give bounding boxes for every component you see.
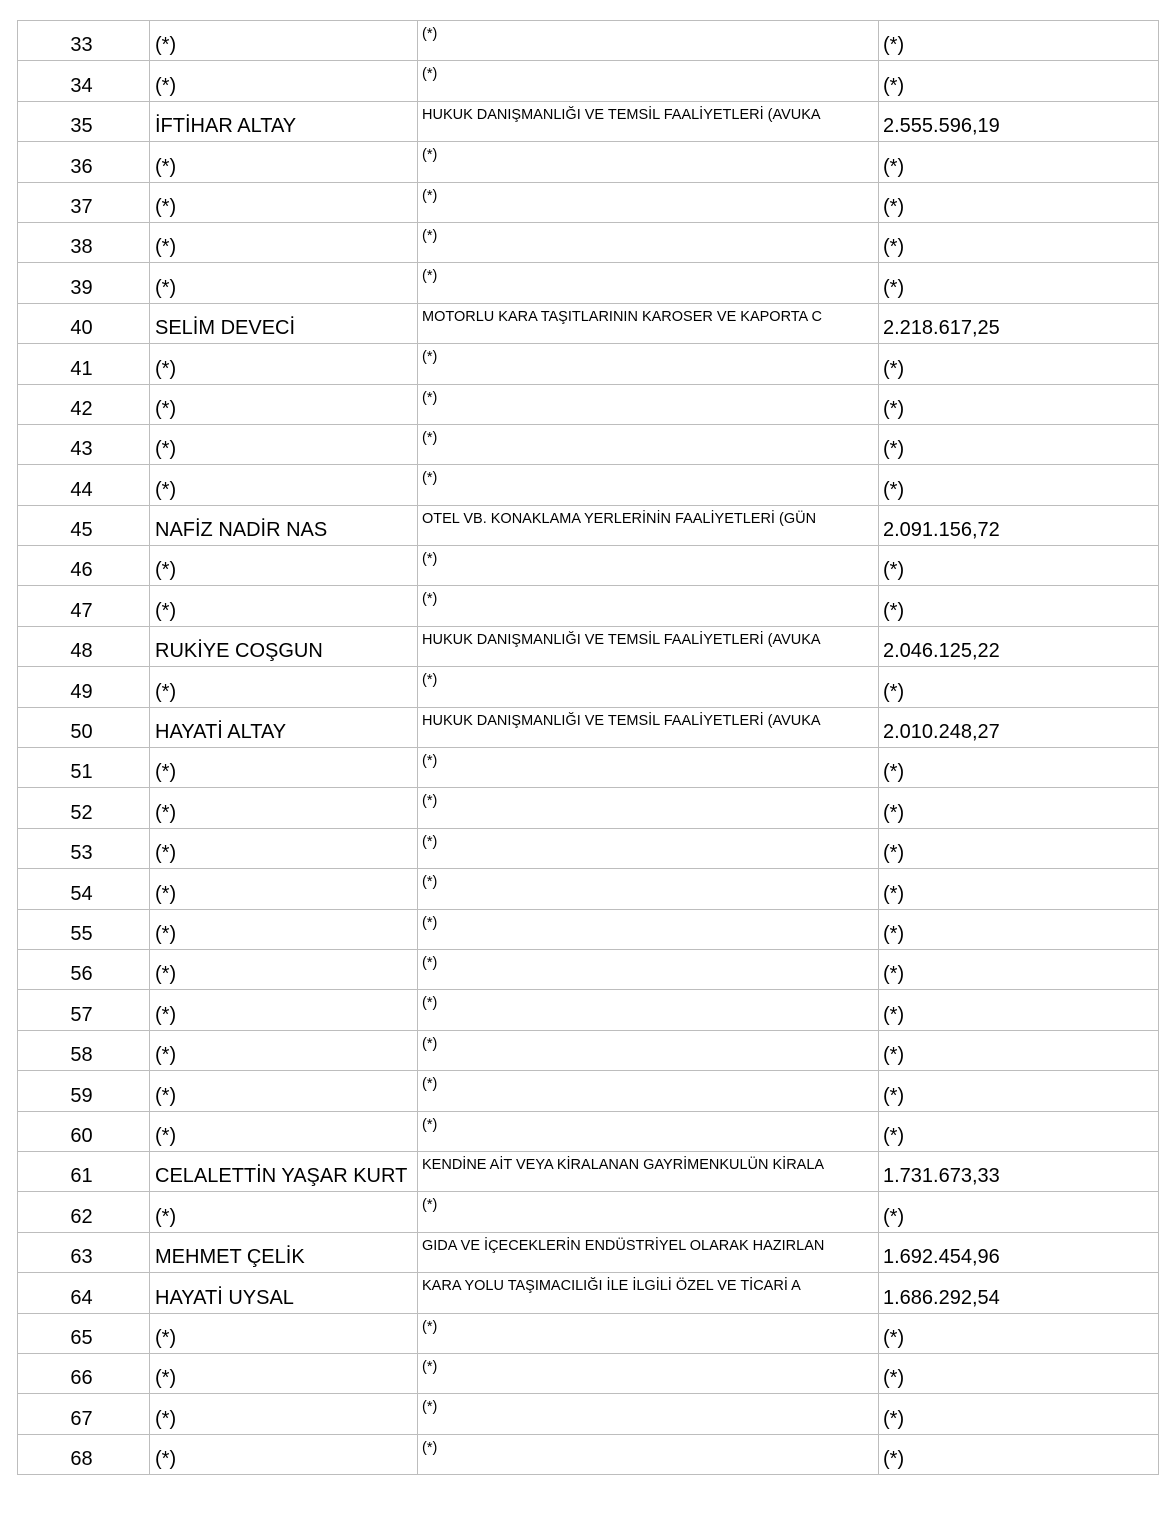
table-row: [18, 344, 1159, 384]
activity-cell: (*): [418, 990, 879, 1030]
amount-cell: (*): [879, 344, 1159, 384]
activity-cell: (*): [418, 263, 879, 303]
amount-cell: (*): [879, 424, 1159, 464]
taxpayer-name-cell: NAFİZ NADİR NAS: [150, 505, 418, 545]
table-row: [18, 1232, 1159, 1272]
activity-cell: (*): [418, 142, 879, 182]
taxpayer-name-cell: (*): [150, 61, 418, 101]
amount-cell: (*): [879, 788, 1159, 828]
row-number-cell: 36: [18, 142, 150, 182]
taxpayer-name-cell: (*): [150, 384, 418, 424]
amount-cell: 1.692.454,96: [879, 1232, 1159, 1272]
taxpayer-name-cell: (*): [150, 869, 418, 909]
row-number-cell: 57: [18, 990, 150, 1030]
row-number-cell: 63: [18, 1232, 150, 1272]
table-row: [18, 182, 1159, 222]
amount-cell: 2.555.596,19: [879, 101, 1159, 141]
table-row: [18, 101, 1159, 141]
row-number-cell: 41: [18, 344, 150, 384]
table-row: [18, 748, 1159, 788]
taxpayer-name-cell: (*): [150, 1394, 418, 1434]
table-row: [18, 142, 1159, 182]
row-number-cell: 40: [18, 303, 150, 343]
taxpayer-name-cell: (*): [150, 465, 418, 505]
activity-cell: (*): [418, 1353, 879, 1393]
taxpayer-name-cell: (*): [150, 344, 418, 384]
taxpayer-name-cell: (*): [150, 586, 418, 626]
activity-cell: GIDA VE İÇECEKLERİN ENDÜSTRİYEL OLARAK HAZIRLAN: [418, 1232, 879, 1272]
activity-cell: HUKUK DANIŞMANLIĞI VE TEMSİL FAALİYETLERİ (AVUKA: [418, 707, 879, 747]
activity-cell: (*): [418, 384, 879, 424]
taxpayer-name-cell: (*): [150, 949, 418, 989]
table-row: [18, 1434, 1159, 1474]
row-number-cell: 49: [18, 667, 150, 707]
row-number-cell: 34: [18, 61, 150, 101]
taxpayer-name-cell: (*): [150, 546, 418, 586]
data-table: [17, 20, 1159, 1475]
table-row: [18, 949, 1159, 989]
row-number-cell: 44: [18, 465, 150, 505]
amount-cell: (*): [879, 263, 1159, 303]
amount-cell: (*): [879, 1353, 1159, 1393]
table-row: [18, 1111, 1159, 1151]
taxpayer-name-cell: (*): [150, 828, 418, 868]
taxpayer-name-cell: (*): [150, 990, 418, 1030]
taxpayer-name-cell: (*): [150, 909, 418, 949]
activity-cell: MOTORLU KARA TAŞITLARININ KAROSER VE KAPORTA C: [418, 303, 879, 343]
amount-cell: (*): [879, 1394, 1159, 1434]
amount-cell: (*): [879, 222, 1159, 262]
amount-cell: 2.218.617,25: [879, 303, 1159, 343]
taxpayer-name-cell: SELİM DEVECİ: [150, 303, 418, 343]
table-row: [18, 869, 1159, 909]
table-row: [18, 1273, 1159, 1313]
amount-cell: (*): [879, 1030, 1159, 1070]
activity-cell: (*): [418, 909, 879, 949]
taxpayer-name-cell: (*): [150, 1030, 418, 1070]
activity-cell: OTEL VB. KONAKLAMA YERLERİNİN FAALİYETLERİ (GÜN: [418, 505, 879, 545]
amount-cell: 2.010.248,27: [879, 707, 1159, 747]
amount-cell: 2.091.156,72: [879, 505, 1159, 545]
amount-cell: (*): [879, 465, 1159, 505]
taxpayer-name-cell: MEHMET ÇELİK: [150, 1232, 418, 1272]
activity-cell: (*): [418, 1030, 879, 1070]
table-row: [18, 707, 1159, 747]
activity-cell: (*): [418, 869, 879, 909]
table-row: [18, 667, 1159, 707]
table-row: [18, 1394, 1159, 1434]
activity-cell: (*): [418, 21, 879, 61]
table-row: [18, 586, 1159, 626]
amount-cell: (*): [879, 1111, 1159, 1151]
amount-cell: (*): [879, 142, 1159, 182]
table-row: [18, 1192, 1159, 1232]
row-number-cell: 50: [18, 707, 150, 747]
amount-cell: (*): [879, 667, 1159, 707]
table-row: [18, 788, 1159, 828]
amount-cell: (*): [879, 1192, 1159, 1232]
row-number-cell: 60: [18, 1111, 150, 1151]
table-row: [18, 465, 1159, 505]
table-row: [18, 263, 1159, 303]
table-row: [18, 626, 1159, 666]
activity-cell: (*): [418, 61, 879, 101]
activity-cell: (*): [418, 586, 879, 626]
amount-cell: (*): [879, 586, 1159, 626]
activity-cell: (*): [418, 344, 879, 384]
row-number-cell: 35: [18, 101, 150, 141]
row-number-cell: 54: [18, 869, 150, 909]
amount-cell: (*): [879, 182, 1159, 222]
activity-cell: (*): [418, 546, 879, 586]
row-number-cell: 59: [18, 1071, 150, 1111]
table-row: [18, 384, 1159, 424]
table-body: [18, 21, 1159, 1475]
activity-cell: (*): [418, 667, 879, 707]
row-number-cell: 66: [18, 1353, 150, 1393]
row-number-cell: 68: [18, 1434, 150, 1474]
taxpayer-name-cell: (*): [150, 1071, 418, 1111]
amount-cell: (*): [879, 869, 1159, 909]
activity-cell: (*): [418, 828, 879, 868]
activity-cell: HUKUK DANIŞMANLIĞI VE TEMSİL FAALİYETLERİ (AVUKA: [418, 626, 879, 666]
row-number-cell: 65: [18, 1313, 150, 1353]
row-number-cell: 53: [18, 828, 150, 868]
amount-cell: (*): [879, 990, 1159, 1030]
table-row: [18, 61, 1159, 101]
taxpayer-name-cell: (*): [150, 424, 418, 464]
activity-cell: (*): [418, 788, 879, 828]
row-number-cell: 43: [18, 424, 150, 464]
row-number-cell: 37: [18, 182, 150, 222]
taxpayer-name-cell: (*): [150, 1192, 418, 1232]
taxpayer-name-cell: (*): [150, 788, 418, 828]
row-number-cell: 51: [18, 748, 150, 788]
taxpayer-name-cell: (*): [150, 182, 418, 222]
row-number-cell: 52: [18, 788, 150, 828]
row-number-cell: 33: [18, 21, 150, 61]
amount-cell: 1.686.292,54: [879, 1273, 1159, 1313]
table-row: [18, 222, 1159, 262]
taxpayer-name-cell: RUKİYE COŞGUN: [150, 626, 418, 666]
table-row: [18, 1353, 1159, 1393]
row-number-cell: 45: [18, 505, 150, 545]
row-number-cell: 67: [18, 1394, 150, 1434]
taxpayer-name-cell: CELALETTİN YAŞAR KURT: [150, 1151, 418, 1191]
taxpayer-name-cell: (*): [150, 263, 418, 303]
table-row: [18, 1071, 1159, 1111]
amount-cell: (*): [879, 21, 1159, 61]
taxpayer-name-cell: (*): [150, 1353, 418, 1393]
amount-cell: 1.731.673,33: [879, 1151, 1159, 1191]
taxpayer-name-cell: HAYATİ ALTAY: [150, 707, 418, 747]
activity-cell: (*): [418, 465, 879, 505]
amount-cell: 2.046.125,22: [879, 626, 1159, 666]
row-number-cell: 62: [18, 1192, 150, 1232]
activity-cell: KARA YOLU TAŞIMACILIĞI İLE İLGİLİ ÖZEL VE TİCARİ A: [418, 1273, 879, 1313]
taxpayer-name-cell: HAYATİ UYSAL: [150, 1273, 418, 1313]
amount-cell: (*): [879, 546, 1159, 586]
table-row: [18, 546, 1159, 586]
taxpayer-name-cell: (*): [150, 1434, 418, 1474]
row-number-cell: 61: [18, 1151, 150, 1191]
row-number-cell: 56: [18, 949, 150, 989]
activity-cell: (*): [418, 1192, 879, 1232]
taxpayer-name-cell: İFTİHAR ALTAY: [150, 101, 418, 141]
activity-cell: (*): [418, 1111, 879, 1151]
taxpayer-name-cell: (*): [150, 222, 418, 262]
row-number-cell: 58: [18, 1030, 150, 1070]
amount-cell: (*): [879, 748, 1159, 788]
row-number-cell: 47: [18, 586, 150, 626]
taxpayer-name-cell: (*): [150, 748, 418, 788]
activity-cell: (*): [418, 1434, 879, 1474]
activity-cell: KENDİNE AİT VEYA KİRALANAN GAYRİMENKULÜN KİRALA: [418, 1151, 879, 1191]
activity-cell: (*): [418, 1394, 879, 1434]
table-row: [18, 990, 1159, 1030]
row-number-cell: 39: [18, 263, 150, 303]
table-row: [18, 303, 1159, 343]
amount-cell: (*): [879, 1313, 1159, 1353]
amount-cell: (*): [879, 949, 1159, 989]
table-row: [18, 828, 1159, 868]
table-row: [18, 1313, 1159, 1353]
table-row: [18, 1151, 1159, 1191]
activity-cell: (*): [418, 1313, 879, 1353]
amount-cell: (*): [879, 828, 1159, 868]
taxpayer-name-cell: (*): [150, 21, 418, 61]
activity-cell: HUKUK DANIŞMANLIĞI VE TEMSİL FAALİYETLERİ (AVUKA: [418, 101, 879, 141]
amount-cell: (*): [879, 384, 1159, 424]
activity-cell: (*): [418, 182, 879, 222]
table-row: [18, 21, 1159, 61]
row-number-cell: 38: [18, 222, 150, 262]
amount-cell: (*): [879, 909, 1159, 949]
taxpayer-name-cell: (*): [150, 667, 418, 707]
table-row: [18, 505, 1159, 545]
activity-cell: (*): [418, 748, 879, 788]
activity-cell: (*): [418, 1071, 879, 1111]
row-number-cell: 64: [18, 1273, 150, 1313]
amount-cell: (*): [879, 1071, 1159, 1111]
taxpayer-name-cell: (*): [150, 142, 418, 182]
activity-cell: (*): [418, 424, 879, 464]
amount-cell: (*): [879, 61, 1159, 101]
amount-cell: (*): [879, 1434, 1159, 1474]
row-number-cell: 55: [18, 909, 150, 949]
table-row: [18, 909, 1159, 949]
activity-cell: (*): [418, 222, 879, 262]
row-number-cell: 42: [18, 384, 150, 424]
activity-cell: (*): [418, 949, 879, 989]
row-number-cell: 48: [18, 626, 150, 666]
taxpayer-name-cell: (*): [150, 1111, 418, 1151]
table-row: [18, 1030, 1159, 1070]
row-number-cell: 46: [18, 546, 150, 586]
table-row: [18, 424, 1159, 464]
taxpayer-name-cell: (*): [150, 1313, 418, 1353]
